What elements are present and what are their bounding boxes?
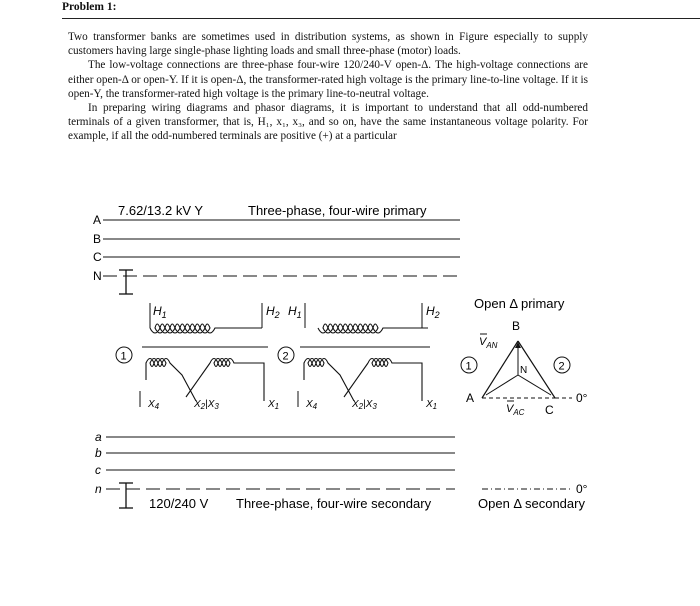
secondary-ground-icon (119, 483, 133, 508)
t1-secondary-winding-right (210, 359, 264, 402)
phasor-center-n: N (520, 365, 528, 376)
problem-title: Problem 1: (62, 1, 117, 13)
t1-secondary-winding-left (146, 359, 196, 402)
t2-primary-winding (318, 324, 428, 333)
open-delta-primary-phasor (461, 296, 588, 417)
t1-x2x3-label: $X_2|X_3$ (194, 399, 219, 411)
paragraph-3: In preparing wiring diagrams and phasor diagrams, it is important to understand that all odd-numbered terminals of a given transformer, that is, H₁, x₁, x₃, and so on, have the same instantaneous voltage polarity. For example, if all the odd-numbered terminals are positive (+) at a particular (68, 102, 588, 143)
primary-line-label-c: C (93, 250, 102, 264)
phasor-v-ac-label: $V_{AC}$ (506, 403, 525, 417)
secondary-line-label-c: c (95, 463, 101, 477)
t2-h1-label: $H_1$ (288, 304, 302, 320)
secondary-line-label-n: n (95, 482, 102, 496)
secondary-voltage: 120/240 V (149, 496, 209, 511)
phasor-vertex-c: C (545, 403, 554, 417)
t1-primary-winding (150, 324, 262, 333)
t1-h2-label: $H_2$ (266, 304, 280, 320)
phasor-t1-number: 1 (465, 360, 472, 373)
secondary-line-label-a: a (95, 430, 102, 444)
paragraph-2: The low-voltage connections are three-phase four-wire 120/240-V open-Δ. The high-voltage connections are either open-Δ or open-Y. If it is open-Δ, the transformer-rated high voltage is the primary line-to-line voltage. If it is open-Y, the transformer-rated high voltage is the primary line-to-neutral voltage. (68, 59, 588, 100)
t2-x2x3-label: $X_2|X_3$ (352, 399, 377, 411)
problem-text (68, 30, 588, 144)
primary-voltage: 7.62/13.2 kV Y (118, 203, 204, 218)
t2-h2-label: $H_2$ (426, 304, 440, 320)
primary-ground-icon (119, 270, 133, 294)
phasor-vertex-b: B (512, 319, 521, 333)
phasor-primary-title: Open Δ primary (474, 296, 565, 311)
header-rule (62, 0, 700, 19)
primary-line-label-a: A (93, 213, 102, 227)
phasor-vertex-a: A (466, 391, 475, 405)
t1-x4-label: $X_4$ (148, 399, 160, 411)
phasor-primary-angle: 0° (576, 391, 588, 405)
primary-line-label-b: B (93, 232, 102, 246)
secondary-line-label-b: b (95, 446, 102, 460)
t2-x4-label: $X_4$ (306, 399, 318, 411)
transformer-1 (116, 303, 280, 411)
t2-secondary-winding-right (368, 359, 422, 402)
primary-title: Three-phase, four-wire primary (248, 203, 427, 218)
t1-h1-label: $H_1$ (153, 304, 167, 320)
t2-secondary-winding-left (304, 359, 354, 402)
t2-x1-label: $X_1$ (426, 399, 438, 411)
transformer-2 (278, 303, 440, 411)
primary-line-label-n: N (93, 269, 102, 283)
phasor-secondary-angle: 0° (576, 482, 588, 496)
phasor-t2-number: 2 (558, 360, 565, 373)
t1-x1-label: $X_1$ (268, 399, 280, 411)
t2-number: 2 (282, 350, 289, 363)
phasor-v-an-label: $V_{AN}$ (479, 336, 498, 350)
phasor-secondary-title: Open Δ secondary (478, 496, 585, 511)
secondary-title: Three-phase, four-wire secondary (236, 496, 432, 511)
t1-number: 1 (120, 350, 127, 363)
paragraph-1: Two transformer banks are sometimes used in distribution systems, as shown in Figure especially to supply customers having large single-phase lighting loads and small three-phase (motor) loads. (68, 31, 588, 58)
wiring-diagram (0, 195, 700, 525)
